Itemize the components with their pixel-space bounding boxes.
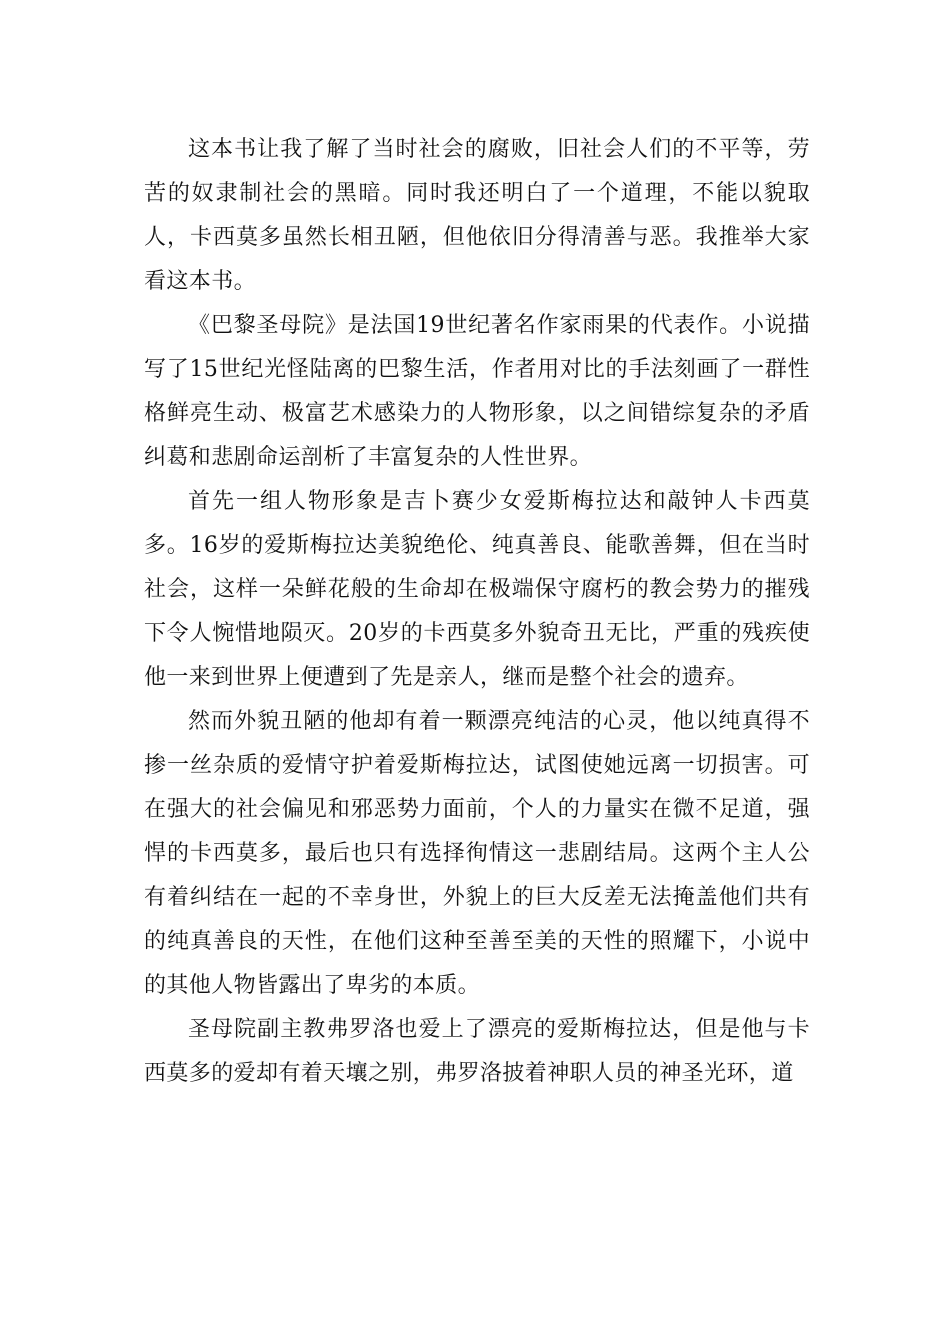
paragraph-4: 然而外貌丑陋的他却有着一颗漂亮纯洁的心灵，他以纯真得不掺一丝杂质的爱情守护着爱斯梅拉达，试图使她远离一切损害。可在强大的社会偏见和邪恶势力面前，个人的力量实在微不足道，强悍的卡西莫多，最后也只有选择徇情这一悲剧结局。这两个主人公有着纠结在一起的不幸身世，外貌上的巨大反差无法掩盖他们共有的纯真善良的天性，在他们这种至善至美的天性的照耀下，小说中的其他人物皆露出了卑劣的本质。: [144, 709, 810, 998]
paragraph-1: 这本书让我了解了当时社会的腐败，旧社会人们的不平等，劳苦的奴隶制社会的黑暗。同时我还明白了一个道理，不能以貌取人，卡西莫多虽然长相丑陋，但他依旧分得清善与恶。我推举大家看这本书。: [144, 137, 810, 294]
paragraph-2: 《巴黎圣母院》是法国19世纪著名作家雨果的代表作。小说描写了15世纪光怪陆离的巴黎生活，作者用对比的手法刻画了一群性格鲜亮生动、极富艺术感染力的人物形象，以之间错综复杂的矛盾纠葛和悲剧命运剖析了丰富复杂的人性世界。: [144, 313, 810, 470]
paragraph-5: 圣母院副主教弗罗洛也爱上了漂亮的爱斯梅拉达，但是他与卡西莫多的爱却有着天壤之别，弗罗洛披着神职人员的神圣光环，道: [144, 1017, 810, 1086]
document-body: [144, 128, 810, 1096]
paragraph-3: 首先一组人物形象是吉卜赛少女爱斯梅拉达和敲钟人卡西莫多。16岁的爱斯梅拉达美貌绝伦、纯真善良、能歌善舞，但在当时社会，这样一朵鲜花般的生命却在极端保守腐朽的教会势力的摧残下令人惋惜地陨灭。20岁的卡西莫多外貌奇丑无比，严重的残疾使他一来到世界上便遭到了先是亲人，继而是整个社会的遗弃。: [144, 489, 810, 690]
